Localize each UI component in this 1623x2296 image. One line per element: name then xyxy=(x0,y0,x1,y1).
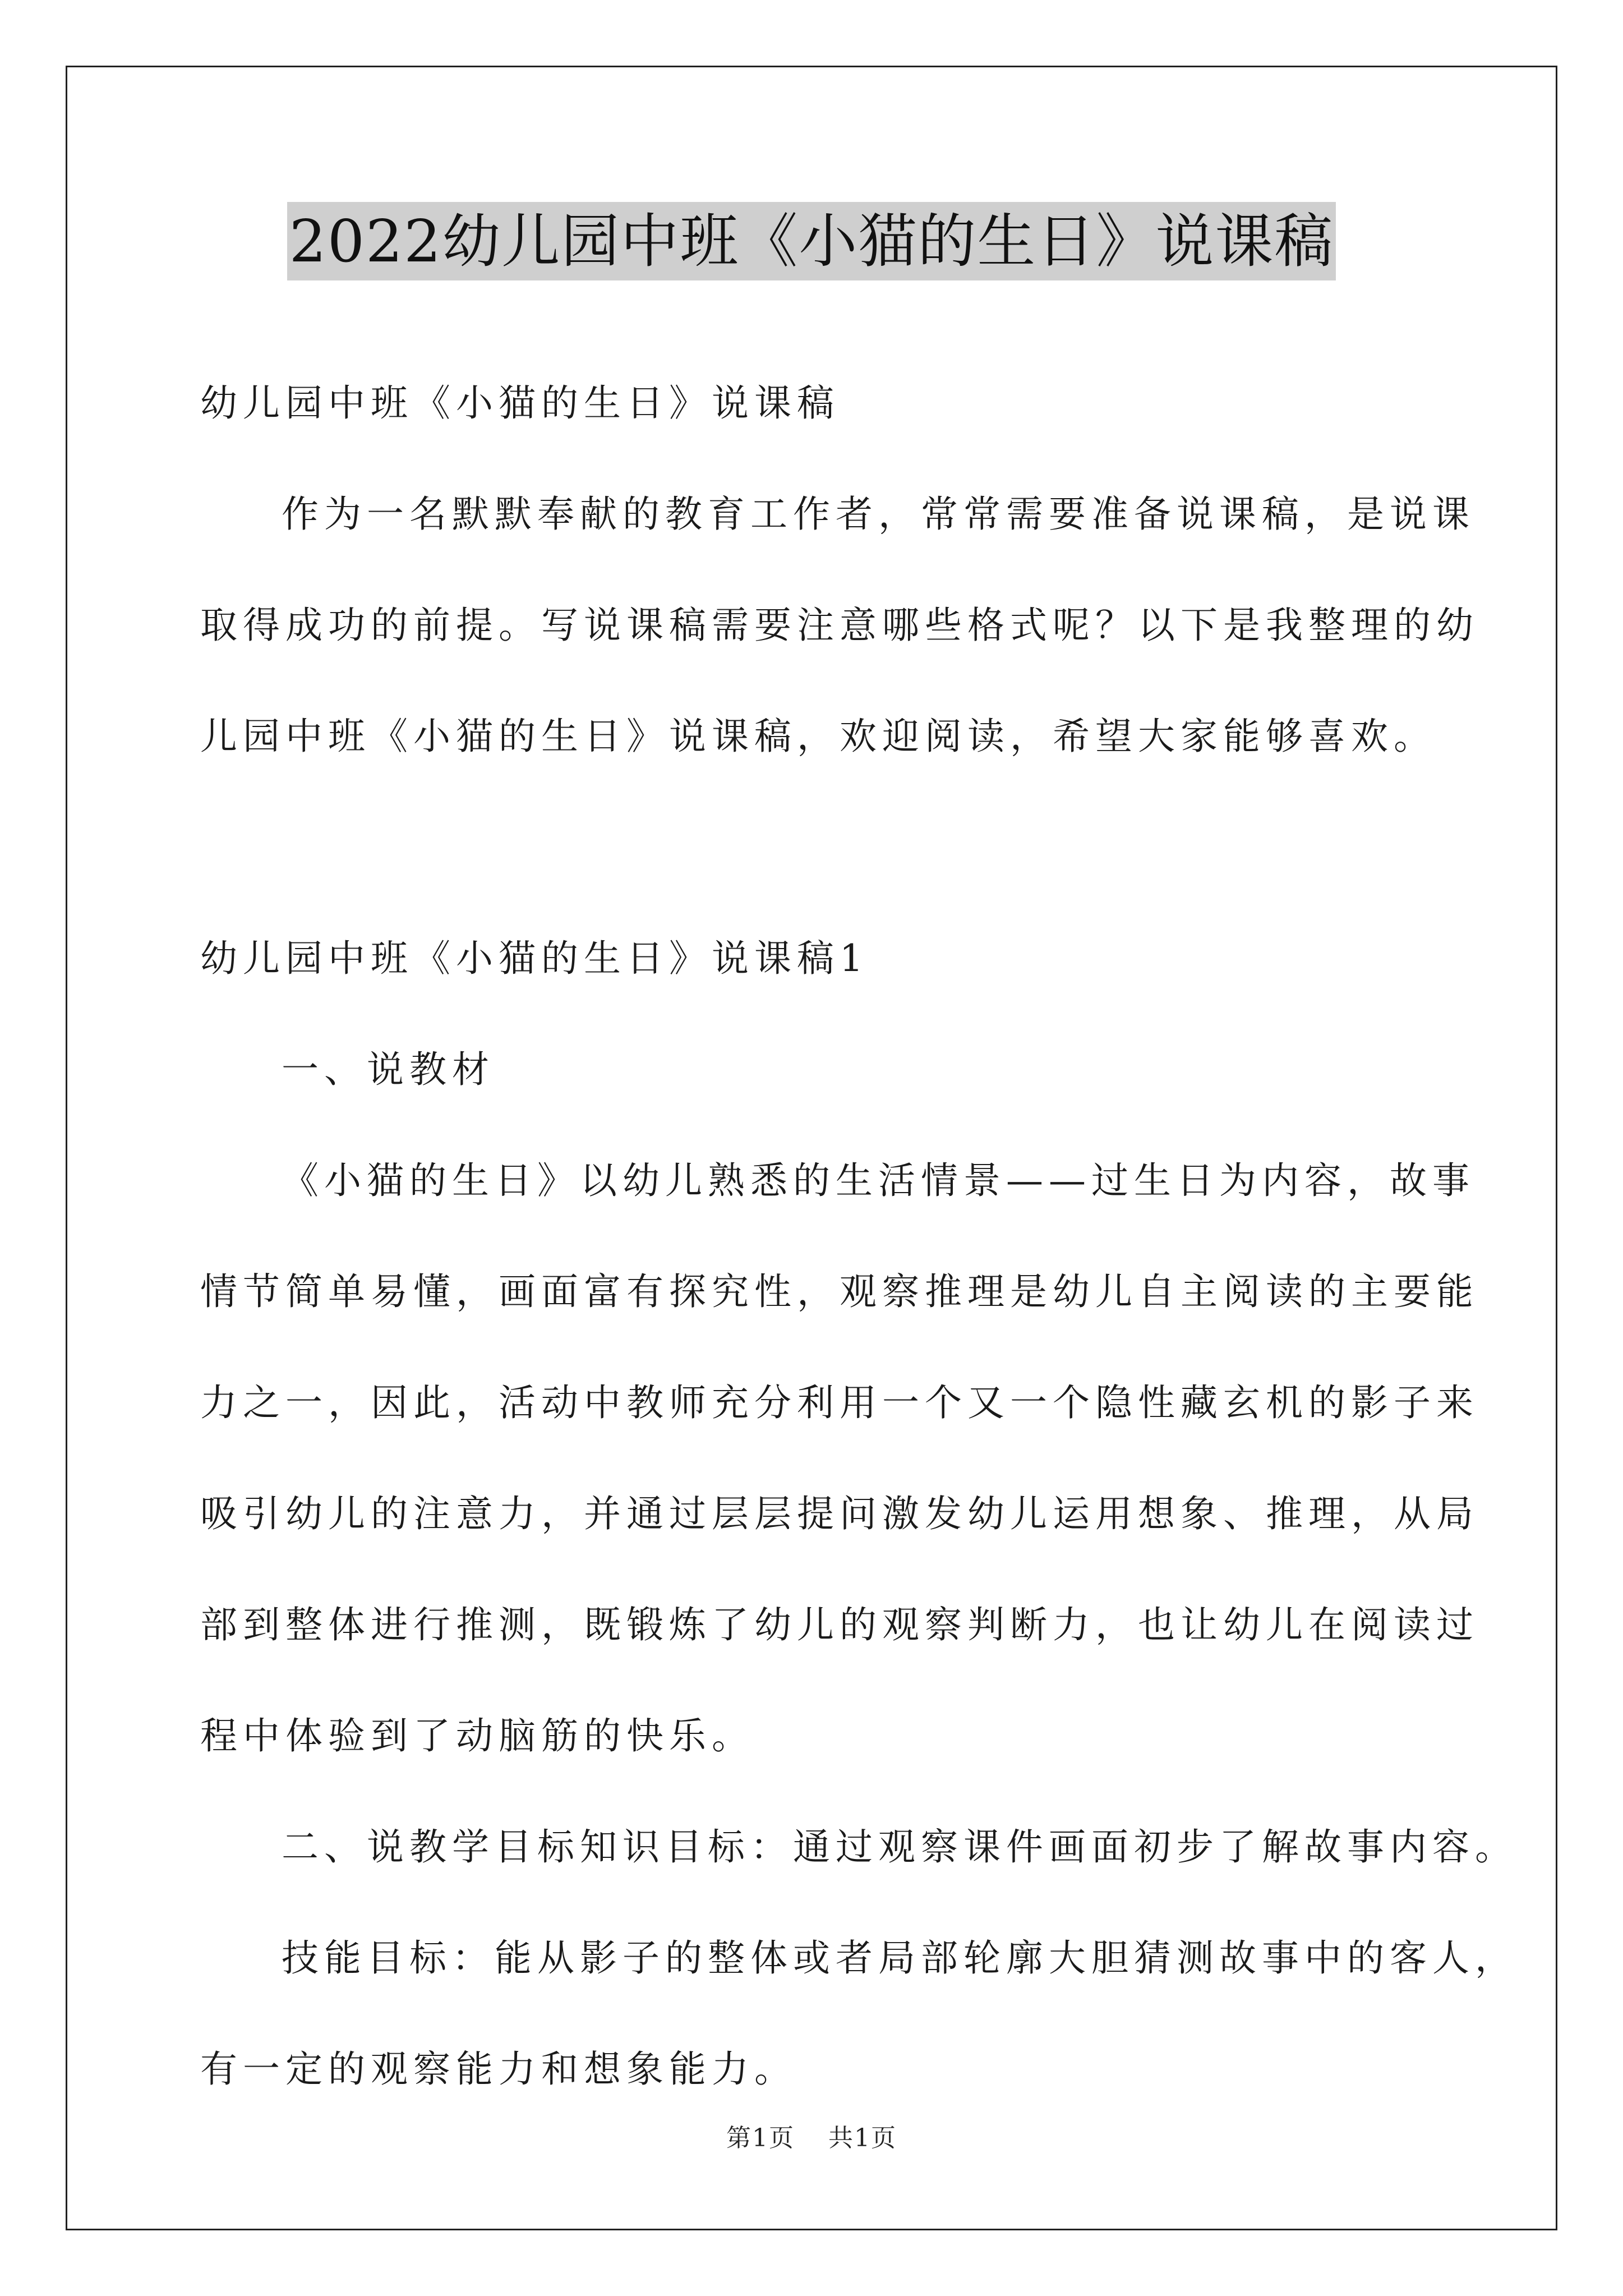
blank-line xyxy=(200,792,1428,903)
paragraph-line: 二、说教学目标知识目标：通过观察课件画面初步了解故事内容。 xyxy=(282,1825,1518,1869)
title-container xyxy=(0,202,1623,280)
page-total: 共1页 xyxy=(828,2124,897,2152)
section-subheading: 一、说教材 xyxy=(282,1048,495,1091)
paragraph-line: 吸引幼儿的注意力，并通过层层提问激发幼儿运用想象、推理，从局 xyxy=(200,1492,1479,1535)
section-heading: 幼儿园中班《小猫的生日》说课稿1 xyxy=(200,937,869,980)
document-body xyxy=(200,348,1518,2125)
page-number: 第1页 xyxy=(726,2124,795,2152)
paragraph-line: 技能目标：能从影子的整体或者局部轮廓大胆猜测故事中的客人， xyxy=(282,1936,1518,1980)
paragraph-line: 程中体验到了动脑筋的快乐。 xyxy=(200,1714,754,1757)
paragraph-line: 力之一，因此，活动中教师充分利用一个又一个隐性藏玄机的影子来 xyxy=(200,1381,1479,1424)
paragraph-line: 作为一名默默奉献的教育工作者，常常需要准备说课稿，是说课 xyxy=(282,493,1475,536)
paragraph-line: 部到整体进行推测，既锻炼了幼儿的观察判断力，也让幼儿在阅读过 xyxy=(200,1603,1479,1646)
document-title: 2022幼儿园中班《小猫的生日》说课稿 xyxy=(287,202,1336,280)
paragraph-line: 有一定的观察能力和想象能力。 xyxy=(200,2047,797,2091)
paragraph-line: 情节简单易懂，画面富有探究性，观察推理是幼儿自主阅读的主要能 xyxy=(200,1270,1479,1313)
page-footer xyxy=(0,2122,1623,2155)
paragraph-line: 取得成功的前提。写说课稿需要注意哪些格式呢？以下是我整理的幼 xyxy=(200,604,1479,647)
paragraph-line: 《小猫的生日》以幼儿熟悉的生活情景——过生日为内容，故事 xyxy=(282,1159,1475,1202)
paragraph-line: 儿园中班《小猫的生日》说课稿，欢迎阅读，希望大家能够喜欢。 xyxy=(200,715,1436,758)
subtitle-line: 幼儿园中班《小猫的生日》说课稿 xyxy=(200,381,840,425)
